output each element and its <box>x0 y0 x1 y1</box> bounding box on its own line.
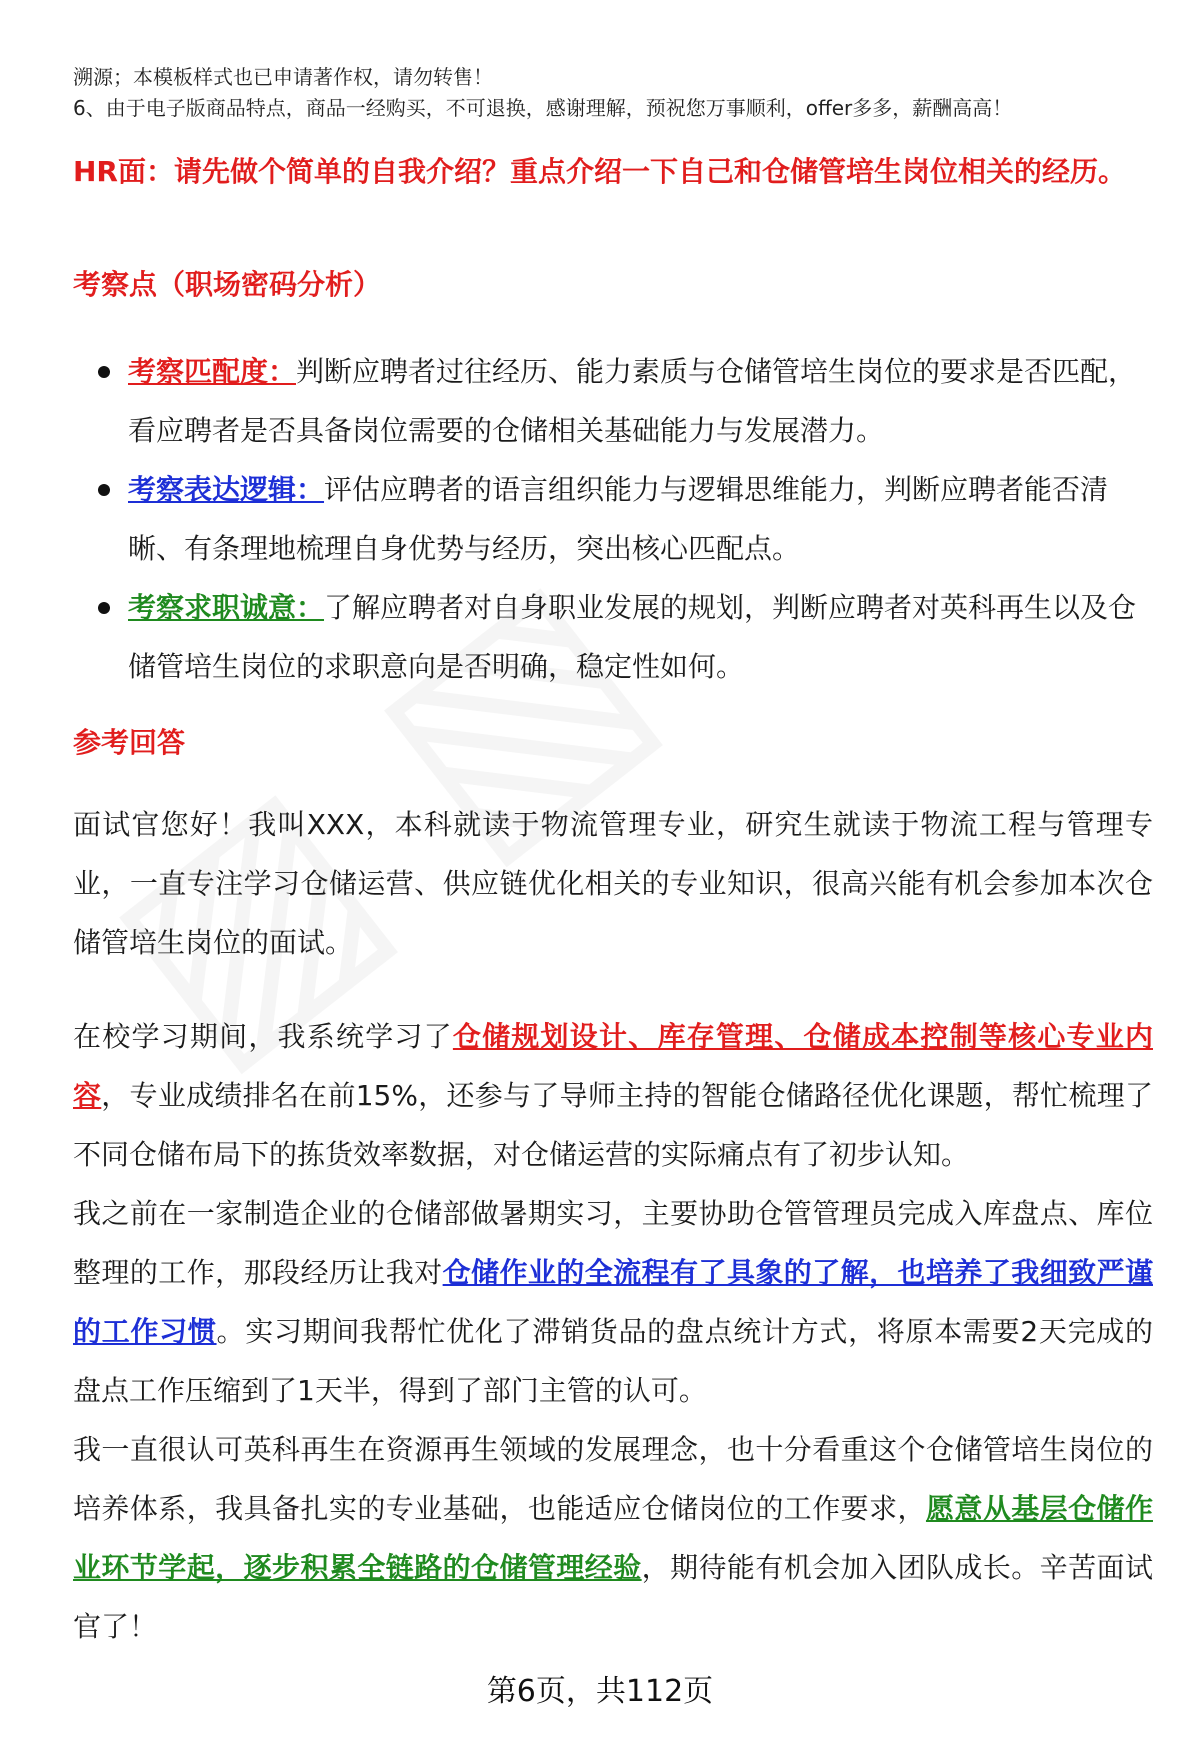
top-notice <box>73 62 1153 124</box>
answer-paragraph: 面试官您好！我叫XXX，本科就读于物流管理专业，研究生就读于物流工程与管理专业，一直专注学习仓储运营、供应链优化相关的专业知识，很高兴能有机会参加本次仓储管培生岗位的面试。 <box>73 808 1153 959</box>
point-label: 考察表达逻辑： <box>128 473 325 506</box>
notice-line: 6、由于电子版商品特点，商品一经购买，不可退换，感谢理解，预祝您万事顺利，offer多多，薪酬高高！ <box>73 96 1013 120</box>
highlight-text: 愿意从基层仓储作业环节学起，逐步积累全链路的仓储管理经验 <box>73 1492 1153 1584</box>
answer-paragraph <box>73 1420 1153 1656</box>
list-item <box>73 460 1153 578</box>
hr-question-heading: HR面：请先做个简单的自我介绍？重点介绍一下自己和仓储管培生岗位相关的经历。 <box>73 155 1126 188</box>
paragraph-text: ，期待能有机会加入团队成长。辛苦面试官了！ <box>73 1551 1153 1643</box>
point-label: 考察求职诚意： <box>128 591 325 624</box>
highlight-text: 仓储规划设计、库存管理、仓储成本控制等核心专业内容 <box>73 1020 1153 1112</box>
bullet-dot-icon <box>98 366 110 378</box>
notice-line: 溯源；本模板样式也已申请著作权，请勿转售！ <box>73 65 493 89</box>
paragraph-text: 在校学习期间，我系统学习了 <box>73 1020 453 1053</box>
bullet-dot-icon <box>98 602 110 614</box>
assessment-points-heading: 考察点（职场密码分析） <box>73 268 382 301</box>
point-text: 评估应聘者的语言组织能力与逻辑思维能力，判断应聘者能否清晰、有条理地梳理自身优势与经历，突出核心匹配点。 <box>128 473 1109 565</box>
paragraph-text: 。实习期间我帮忙优化了滞销货品的盘点统计方式，将原本需要2天完成的盘点工作压缩到了1天半，得到了部门主管的认可。 <box>73 1315 1153 1407</box>
paragraph-text: ，专业成绩排名在前15%，还参与了导师主持的智能仓储路径优化课题，帮忙梳理了不同仓储布局下的拣货效率数据，对仓储运营的实际痛点有了初步认知。 <box>73 1079 1153 1171</box>
assessment-points-list <box>73 342 1153 696</box>
point-text: 了解应聘者对自身职业发展的规划，判断应聘者对英科再生以及仓储管培生岗位的求职意向是否明确，稳定性如何。 <box>128 591 1137 683</box>
point-text: 判断应聘者过往经历、能力素质与仓储管培生岗位的要求是否匹配，看应聘者是否具备岗位需要的仓储相关基础能力与发展潜力。 <box>128 355 1137 447</box>
highlight-text: 仓储作业的全流程有了具象的了解，也培养了我细致严谨的工作习惯 <box>73 1256 1153 1348</box>
answer-paragraph <box>73 1007 1153 1184</box>
list-item <box>73 342 1153 460</box>
answer-paragraph <box>73 1184 1153 1420</box>
page-number: 第6页，共112页 <box>486 1674 714 1709</box>
reference-answer-heading: 参考回答 <box>73 726 186 759</box>
paragraph-text: 我一直很认可英科再生在资源再生领域的发展理念，也十分看重这个仓储管培生岗位的培养体系，我具备扎实的专业基础，也能适应仓储岗位的工作要求， <box>73 1433 1153 1525</box>
paragraph-text: 我之前在一家制造企业的仓储部做暑期实习，主要协助仓管管理员完成入库盘点、库位整理的工作，那段经历让我对 <box>73 1197 1153 1289</box>
list-item <box>73 578 1153 696</box>
reference-answer-body <box>73 795 1153 1656</box>
point-label: 考察匹配度： <box>128 355 297 388</box>
bullet-dot-icon <box>98 484 110 496</box>
